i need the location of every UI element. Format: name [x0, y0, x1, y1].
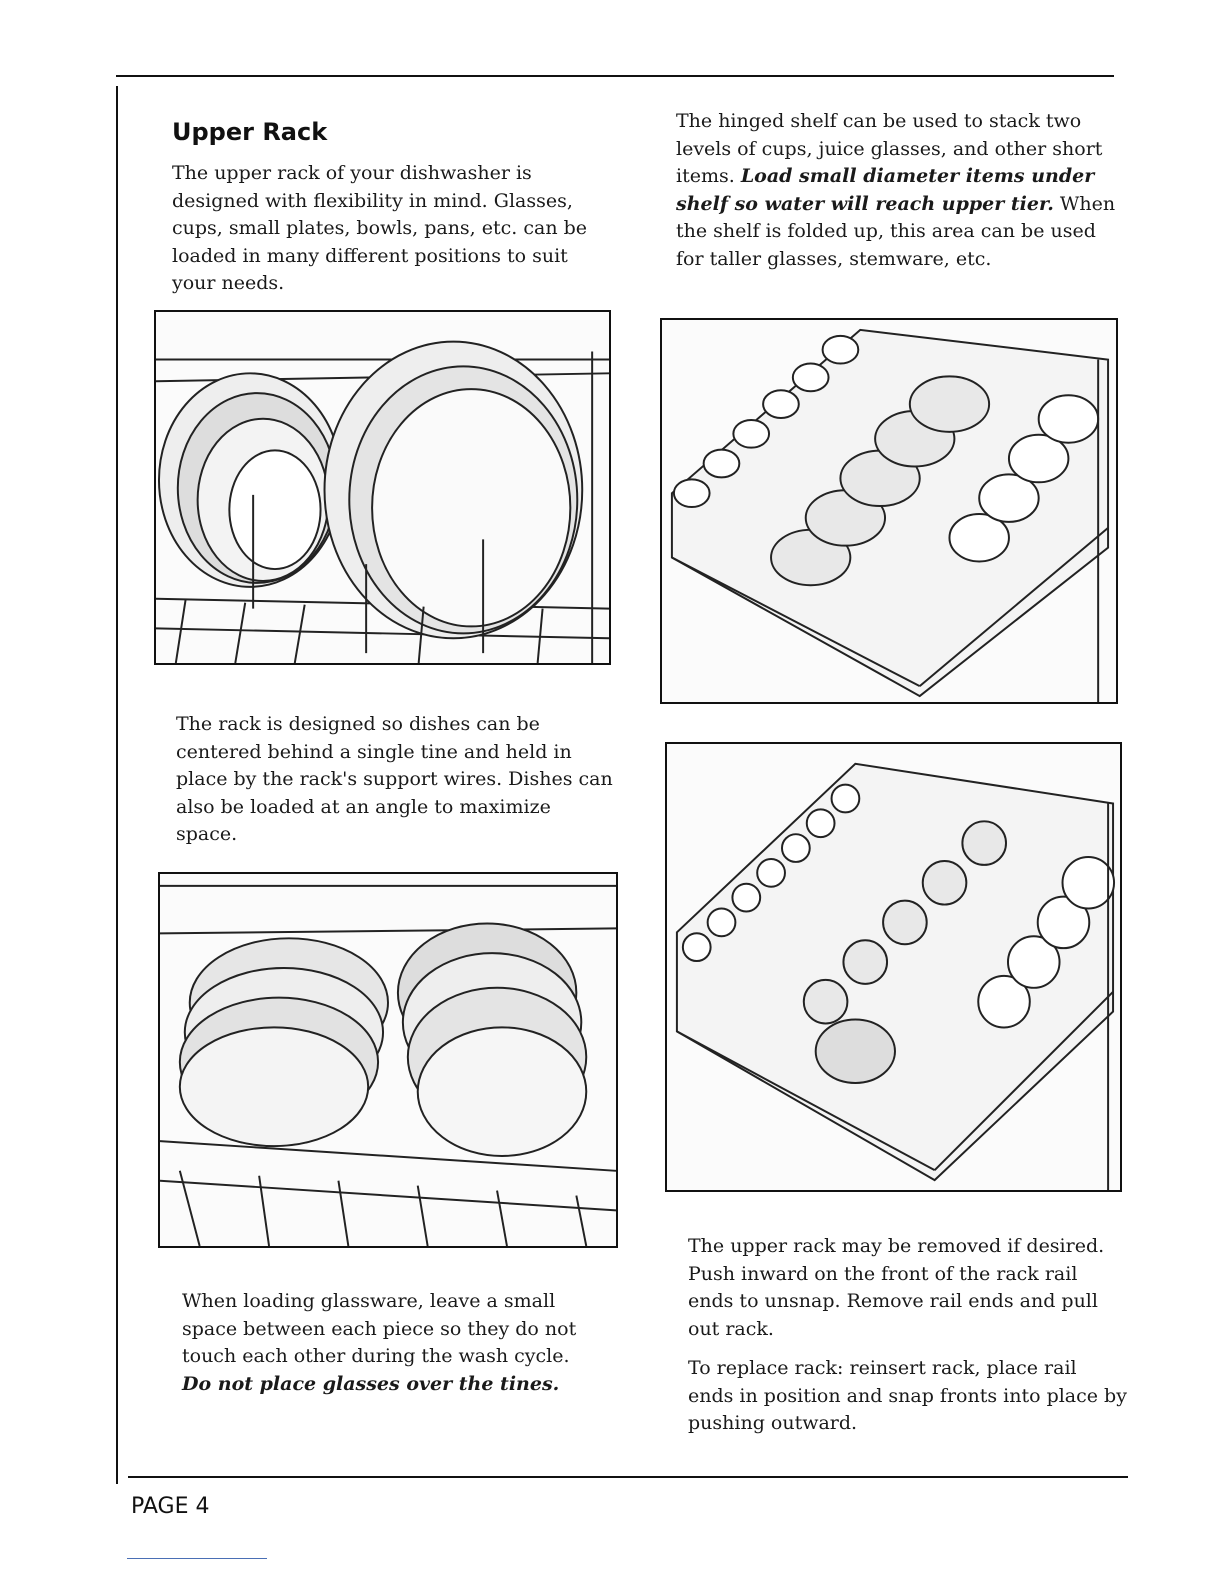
intro-paragraph — [172, 160, 602, 298]
glassware-text: When loading glassware, leave a small space between each piece so they do not touch each other during the wash cycle. — [182, 1290, 577, 1367]
hinged-shelf-paragraph — [676, 108, 1116, 273]
centering-paragraph — [176, 711, 616, 849]
page-number: PAGE 4 — [131, 1494, 210, 1519]
hinged-shelf-text-after: When the shelf is folded up, this area can be used for taller glasses, stemware, etc. — [676, 192, 1116, 270]
section-heading: Upper Rack — [172, 118, 328, 146]
replace-text: To replace rack: reinsert rack, place rail ends in position and snap fronts into place by pushing outward. — [688, 1357, 1127, 1434]
frame-top-rule — [116, 75, 1114, 77]
glassware-paragraph — [182, 1288, 602, 1398]
loaded-rack-illustration — [660, 318, 1118, 704]
footer-blue-rule — [127, 1558, 267, 1559]
frame-bottom-rule — [128, 1476, 1128, 1478]
plates-rack-illustration — [154, 310, 611, 665]
hinged-shelf-emphasis: Load small diameter items under shelf so water will reach upper tier. — [676, 165, 1095, 215]
glassware-rack-illustration — [665, 742, 1122, 1192]
removal-text: The upper rack may be removed if desired. Push inward on the front of the rack rail ends to unsnap. Remove rail ends and pull out rack. — [688, 1235, 1105, 1340]
centering-text: The rack is designed so dishes can be centered behind a single tine and held in place by the rack's support wires. Dishes can also be loaded at an angle to maximize space. — [176, 713, 613, 845]
frame-left-rule — [116, 86, 118, 1484]
intro-text: The upper rack of your dishwasher is designed with flexibility in mind. Glasses, cups, small plates, bowls, pans, etc. can be loaded in many different positions to suit your needs. — [172, 162, 588, 294]
angled-dishes-illustration — [158, 872, 618, 1248]
hinged-shelf-text: The hinged shelf can be used to stack two levels of cups, juice glasses, and other short items. — [676, 110, 1103, 187]
removal-paragraphs — [688, 1233, 1128, 1438]
glassware-emphasis: Do not place glasses over the tines. — [182, 1372, 560, 1395]
